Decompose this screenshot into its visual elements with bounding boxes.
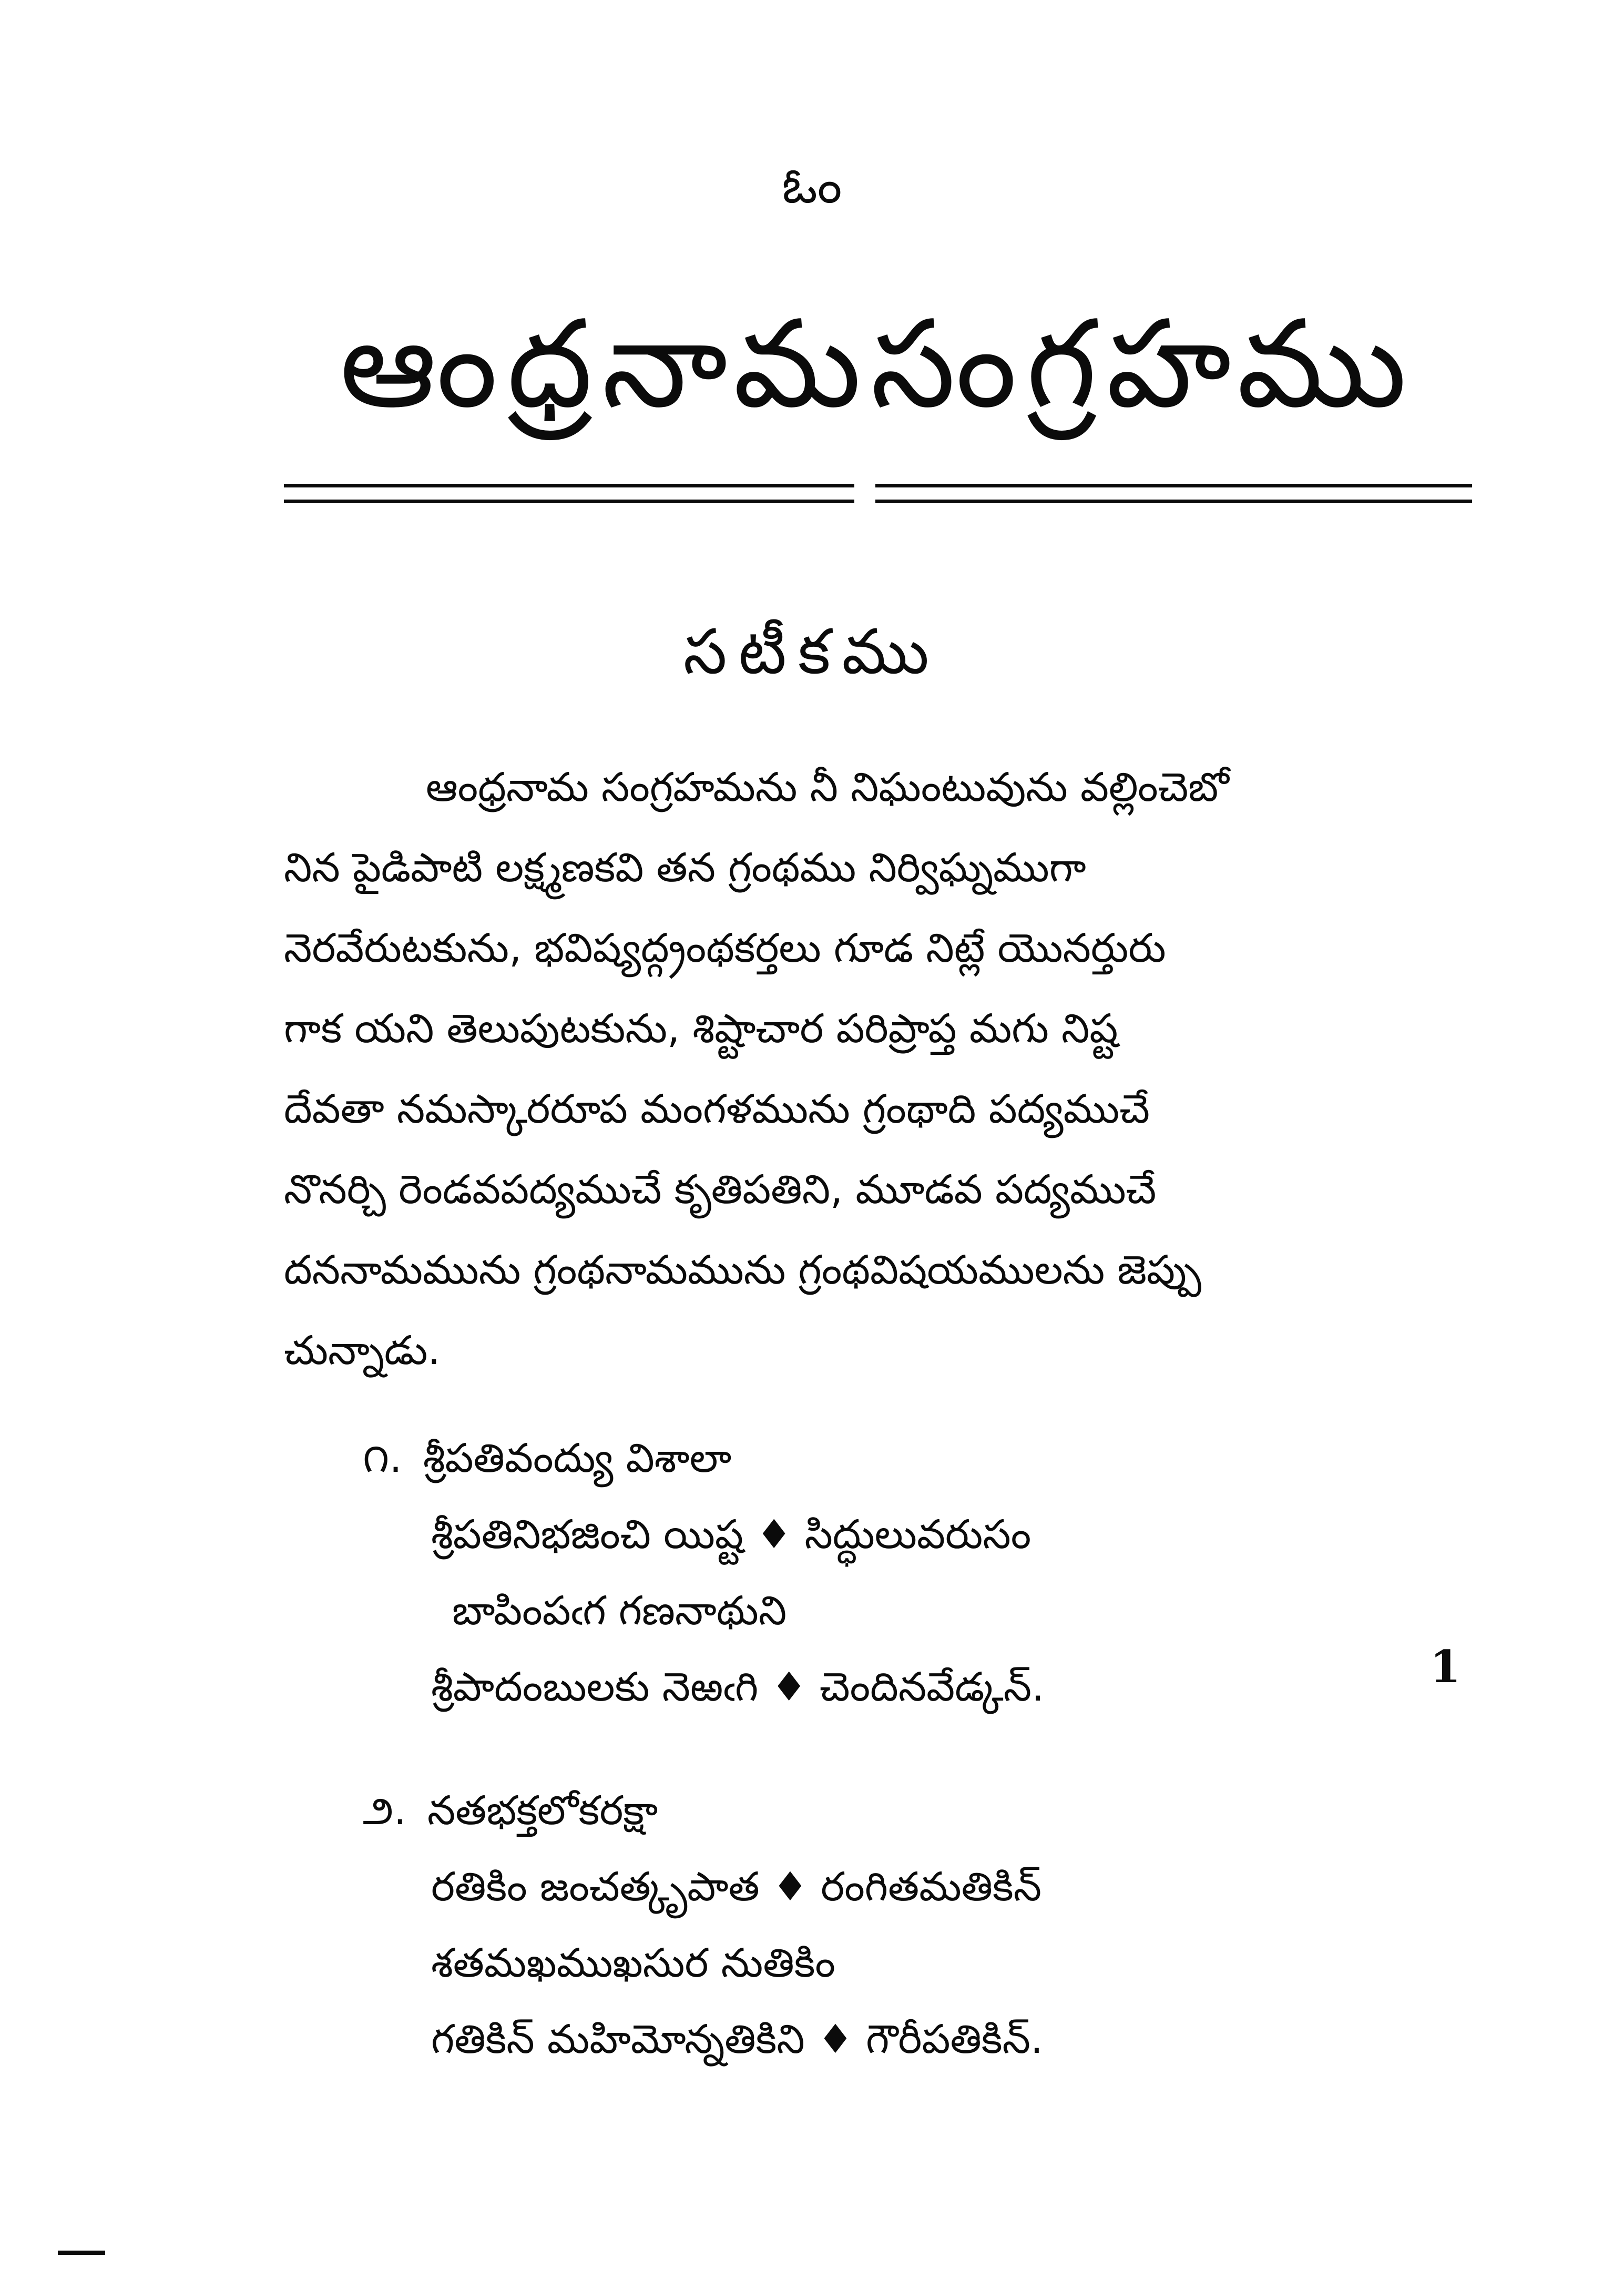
verse-line: శ్రీపతినిభజించి యిష్ట ♦ సిద్ధులువరుసం — [431, 1511, 1031, 1558]
commentary-line: దేవతా నమస్కారరూప మంగళమును గ్రంథాది పద్యముచే — [284, 1085, 1150, 1132]
verse-line: శ్రీపాదంబులకు నెఱఁగి ♦ చెందినవేడ్కన్. — [431, 1663, 1045, 1710]
commentary-line: గాక యని తెలుపుటకును, శిష్టాచార పరిప్రాప్త మగు నిష్ట — [284, 1005, 1118, 1052]
verse-2 — [363, 1772, 1467, 2077]
verse-line: శతమఖముఖసుర నుతికిం — [431, 1939, 835, 1986]
om-invocation: ఓం — [782, 158, 842, 214]
verse-1 — [363, 1420, 1467, 1725]
verse-line — [363, 1420, 1467, 1496]
commentary-line: నొనర్చి రెండవపద్యముచే కృతిపతిని, మూడవ పద్యముచే — [284, 1166, 1157, 1213]
commentary-paragraph — [284, 747, 1467, 1390]
title-rule-top — [284, 484, 1472, 487]
verse-line — [363, 1772, 1467, 1848]
verse-line: గతికిన్ మహిమోన్నతికిని ♦ గౌరీపతికిన్. — [431, 2016, 1044, 2062]
commentary-line: ఆంధ్రనామ సంగ్రహమను నీ నిఘంటువును వల్లించెబో — [426, 764, 1229, 810]
verse-line: బాపింపఁగ గణనాథుని — [452, 1587, 787, 1634]
commentary-line: నిన పైడిపాటి లక్ష్మణకవి తన గ్రంథము నిర్విఘ్నముగా — [284, 844, 1086, 891]
verse-line: రతికిం జంచత్కృపాత ♦ రంగితమతికిన్ — [431, 1863, 1042, 1910]
title-rule-bottom — [284, 500, 1472, 503]
commentary-line: చున్నాడు. — [284, 1327, 441, 1373]
commentary-line: నెరవేరుటకును, భవిష్యద్గ్రంథకర్తలు గూడ నిట్లే యొనర్తురు — [284, 924, 1166, 971]
verse-text: నతభక్తలోకరక్షా — [427, 1787, 658, 1834]
commentary-line: దననామమును గ్రంథనామమును గ్రంథవిషయములను జెప్పు — [284, 1246, 1202, 1293]
verse-number: ౨. — [363, 1787, 406, 1834]
book-title: ఆంధ్రనామసంగ్రహము — [340, 294, 1416, 435]
verse-text: శ్రీపతివంద్యు విశాలా — [423, 1434, 732, 1481]
page-edge-mark — [58, 2251, 105, 2260]
rule-gap — [854, 476, 875, 513]
section-subtitle: సటీకము — [683, 615, 941, 688]
verse-page-number: 1 — [1430, 1641, 1461, 1693]
verse-number: ౧. — [363, 1434, 402, 1481]
